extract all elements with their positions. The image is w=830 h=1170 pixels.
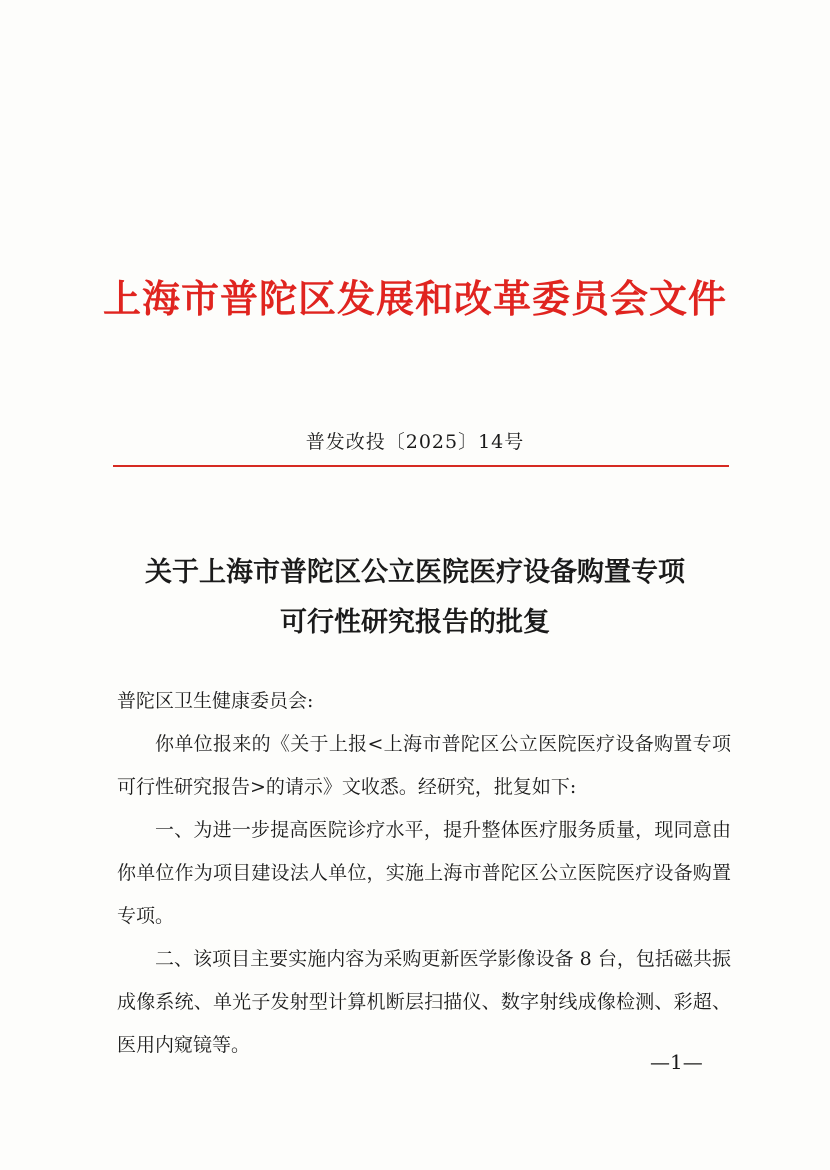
body-paragraph: 二、该项目主要实施内容为采购更新医学影像设备 8 台，包括磁共振成像系统、单光子发射型计算机断层扫描仪、数字射线成像检测、彩超、医用内窥镜等。 <box>117 948 731 1056</box>
document-number: 普发改投〔2025〕14号 <box>305 431 525 453</box>
subject-line-1: 关于上海市普陀区公立医院医疗设备购置专项 <box>145 557 685 588</box>
red-divider-line <box>113 465 729 467</box>
document-subject <box>0 548 830 648</box>
page-number: —1— <box>650 1050 703 1074</box>
document-body <box>117 680 731 1067</box>
addressee: 普陀区卫生健康委员会: <box>117 690 314 712</box>
subject-line-2: 可行性研究报告的批复 <box>280 607 550 638</box>
issuing-authority-title: 上海市普陀区发展和改革委员会文件 <box>102 276 727 321</box>
body-paragraph: 你单位报来的《关于上报<上海市普陀区公立医院医疗设备购置专项可行性研究报告>的请示》文收悉。经研究，批复如下: <box>117 733 731 798</box>
body-paragraph: 一、为进一步提高医院诊疗水平，提升整体医疗服务质量，现同意由你单位作为项目建设法人单位，实施上海市普陀区公立医院医疗设备购置专项。 <box>117 819 731 927</box>
